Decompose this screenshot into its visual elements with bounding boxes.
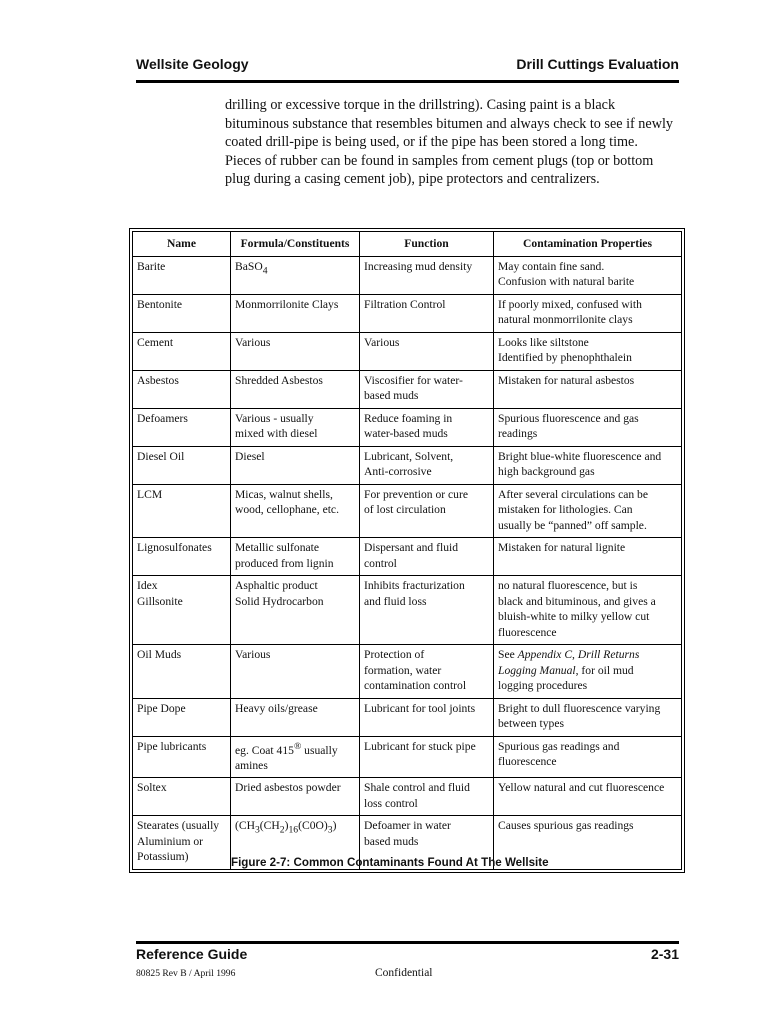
cell-line: usually be “panned” off sample.	[498, 518, 647, 532]
cell-line: fluorescence	[498, 755, 557, 768]
cell-line: Lubricant for tool joints	[364, 701, 476, 715]
cell-formula	[231, 698, 360, 736]
cell-line: black and bituminous, and gives a	[498, 594, 656, 608]
column-header-name: Name	[133, 232, 231, 257]
cell-formula	[231, 484, 360, 538]
cell-line: eg. Coat 415® usually	[235, 740, 338, 757]
table-row	[133, 446, 682, 484]
table-row	[133, 576, 682, 645]
confidential-label: Confidential	[375, 967, 433, 979]
header-left-title: Wellsite Geology	[136, 56, 249, 72]
cell-line: Dispersant and fluid	[364, 541, 459, 554]
cell-line: Logging Manual, for oil mud	[498, 663, 634, 677]
cell-name	[133, 736, 231, 778]
cell-line: Idex	[137, 579, 158, 592]
cell-line: high background gas	[498, 465, 595, 478]
cell-line: Spurious fluorescence and gas	[498, 411, 639, 425]
cell-line: Defoamer in water	[364, 819, 451, 833]
cell-function	[360, 256, 494, 294]
cell-line: Various	[235, 335, 271, 349]
cell-line: between types	[498, 717, 564, 730]
table-row	[133, 698, 682, 736]
cell-line: If poorly mixed, confused with	[498, 297, 642, 311]
cell-function	[360, 294, 494, 332]
cell-name	[133, 370, 231, 408]
cell-line: Heavy oils/grease	[235, 701, 318, 715]
cell-line: Viscosifier for water-	[364, 373, 463, 387]
cell-line: Barite	[137, 259, 166, 273]
cell-name	[133, 256, 231, 294]
intro-paragraph: drilling or excessive torque in the drillstring). Casing paint is a black bituminous substance that resembles bitumen and always check to see if newly coated drill-pipe is being used, or if the pipe has been stored a long time. Pieces of rubber can be found in samples from cement plugs (top or bottom plug during a casing cement job), pipe protectors and centralizers.	[225, 97, 673, 187]
page-header	[136, 56, 679, 78]
table-row	[133, 538, 682, 576]
cell-line: Asphaltic product	[235, 579, 318, 592]
column-header-formula: Formula/Constituents	[231, 232, 360, 257]
cell-function	[360, 576, 494, 645]
cell-function	[360, 736, 494, 778]
cell-line: Bright blue-white fluorescence and	[498, 449, 662, 463]
cell-name	[133, 332, 231, 370]
footer-left-title: Reference Guide	[136, 946, 248, 962]
cell-line: mixed with diesel	[235, 427, 318, 440]
contaminants-table	[132, 231, 682, 870]
table-row	[133, 484, 682, 538]
cell-line: Soltex	[137, 781, 167, 795]
table-header-row	[133, 232, 682, 257]
cell-line: bluish-white to milky yellow cut	[498, 610, 650, 623]
cell-line: Confusion with natural barite	[498, 275, 635, 288]
cell-line: fluorescence	[498, 625, 557, 639]
column-header-function: Function	[360, 232, 494, 257]
cell-function	[360, 698, 494, 736]
cell-line: After several circulations can be	[498, 487, 648, 501]
cell-properties	[494, 645, 682, 699]
cell-name	[133, 645, 231, 699]
cell-line: Lubricant for stuck pipe	[364, 739, 476, 753]
cell-line: Cement	[137, 335, 174, 349]
cell-properties	[494, 778, 682, 816]
cell-line: Monmorrilonite Clays	[235, 297, 339, 311]
cell-name	[133, 408, 231, 446]
cell-line: Lignosulfonates	[137, 541, 212, 554]
table-row	[133, 332, 682, 370]
cell-line: Stearates (usually	[137, 819, 220, 833]
cell-line: based muds	[364, 389, 419, 402]
cell-line: Bright to dull fluorescence varying	[498, 701, 661, 715]
cell-line: Gillsonite	[137, 594, 183, 608]
cell-line: Identified by phenophthalein	[498, 351, 632, 364]
cell-line: Shale control and fluid	[364, 781, 470, 795]
cell-formula	[231, 256, 360, 294]
cell-line: $(CH_3(CH_2)_{16}(C0O)_3)$	[235, 819, 337, 836]
cell-line: natural monmorrilonite clays	[498, 313, 633, 326]
cell-line: and fluid loss	[364, 594, 427, 608]
table-row	[133, 370, 682, 408]
cell-line: contamination control	[364, 679, 467, 692]
cell-line: of lost circulation	[364, 503, 446, 516]
cell-formula	[231, 332, 360, 370]
cell-line: readings	[498, 427, 538, 440]
cell-line: May contain fine sand.	[498, 259, 605, 273]
cell-line: Lubricant, Solvent,	[364, 449, 454, 463]
cell-properties	[494, 446, 682, 484]
cell-properties	[494, 408, 682, 446]
contaminants-table-frame	[129, 228, 685, 873]
cell-name	[133, 778, 231, 816]
cell-name	[133, 538, 231, 576]
cell-line: Pipe lubricants	[137, 739, 207, 753]
header-right-title: Drill Cuttings Evaluation	[516, 56, 679, 72]
cell-line: Asbestos	[137, 373, 179, 387]
cell-line: based muds	[364, 834, 419, 848]
cell-line: Inhibits fracturization	[364, 579, 465, 592]
cell-formula	[231, 736, 360, 778]
cell-line: Spurious gas readings and	[498, 739, 620, 753]
cell-name	[133, 484, 231, 538]
cell-line: Defoamers	[137, 411, 188, 425]
cell-properties	[494, 538, 682, 576]
cell-properties	[494, 370, 682, 408]
table-body	[133, 256, 682, 869]
cell-line: Metallic sulfonate	[235, 541, 320, 554]
cell-formula	[231, 538, 360, 576]
cell-line: BaSO$_4$	[235, 259, 268, 276]
cell-line: Filtration Control	[364, 297, 446, 311]
header-rule	[136, 80, 679, 83]
cell-line: Micas, walnut shells,	[235, 487, 333, 501]
cell-line: Diesel	[235, 449, 265, 463]
cell-line: Dried asbestos powder	[235, 781, 341, 795]
cell-line: formation, water	[364, 663, 442, 677]
document-revision: 80825 Rev B / April 1996	[136, 968, 236, 979]
cell-line: Reduce foaming in	[364, 411, 453, 425]
cell-line: Aluminium or	[137, 834, 204, 848]
cell-line: Bentonite	[137, 297, 183, 311]
cell-line: control	[364, 556, 397, 570]
cell-line: See Appendix C, Drill Returns	[498, 648, 640, 661]
cell-line: Potassium)	[137, 850, 189, 864]
table-row	[133, 408, 682, 446]
cell-line: Various - usually	[235, 411, 314, 425]
footer-rule	[136, 941, 679, 944]
cell-formula	[231, 576, 360, 645]
cell-line: Protection of	[364, 648, 425, 661]
cell-line: Causes spurious gas readings	[498, 819, 634, 833]
cell-function	[360, 370, 494, 408]
cell-formula	[231, 645, 360, 699]
cell-line: Anti-corrosive	[364, 465, 432, 478]
cell-name	[133, 816, 231, 870]
cell-line: Looks like siltstone	[498, 335, 589, 349]
cell-function	[360, 446, 494, 484]
cell-line: Diesel Oil	[137, 449, 185, 463]
cell-function	[360, 408, 494, 446]
cell-formula	[231, 446, 360, 484]
table-row	[133, 778, 682, 816]
cell-function	[360, 484, 494, 538]
cell-line: Yellow natural and cut fluorescence	[498, 781, 665, 795]
cell-line: wood, cellophane, etc.	[235, 503, 339, 516]
cell-line: water-based muds	[364, 427, 448, 440]
cell-formula	[231, 370, 360, 408]
cell-name	[133, 446, 231, 484]
cell-name	[133, 576, 231, 645]
cell-formula	[231, 408, 360, 446]
column-header-properties: Contamination Properties	[494, 232, 682, 257]
cell-line: Solid Hydrocarbon	[235, 594, 324, 608]
cell-line: Mistaken for natural asbestos	[498, 373, 635, 387]
cell-line: Increasing mud density	[364, 259, 473, 273]
cell-formula	[231, 294, 360, 332]
cell-function	[360, 538, 494, 576]
cell-properties	[494, 484, 682, 538]
cell-line: no natural fluorescence, but is	[498, 579, 638, 592]
table-row	[133, 736, 682, 778]
cell-properties	[494, 256, 682, 294]
page-number: 2-31	[650, 946, 679, 962]
cell-line: amines	[235, 758, 268, 772]
cell-properties	[494, 736, 682, 778]
cell-line: LCM	[137, 487, 163, 501]
table-row	[133, 256, 682, 294]
cell-line: Mistaken for natural lignite	[498, 541, 626, 554]
cell-properties	[494, 698, 682, 736]
cell-line: mistaken for lithologies. Can	[498, 503, 633, 516]
cell-line: loss control	[364, 796, 418, 810]
cell-line: produced from lignin	[235, 556, 334, 570]
cell-name	[133, 698, 231, 736]
cell-formula	[231, 778, 360, 816]
figure-caption: Figure 2-7: Common Contaminants Found At The Wellsite	[231, 856, 549, 869]
cell-line: Various	[364, 335, 400, 349]
cell-properties	[494, 294, 682, 332]
cell-properties	[494, 576, 682, 645]
cell-line: Pipe Dope	[137, 701, 186, 715]
cell-name	[133, 294, 231, 332]
cell-line: Various	[235, 648, 271, 661]
cell-line: Shredded Asbestos	[235, 373, 323, 387]
cell-line: logging procedures	[498, 679, 588, 692]
cell-line: For prevention or cure	[364, 487, 468, 501]
cell-function	[360, 778, 494, 816]
cell-properties	[494, 332, 682, 370]
table-row	[133, 645, 682, 699]
table-row	[133, 294, 682, 332]
cell-line: Oil Muds	[137, 648, 182, 661]
cell-function	[360, 332, 494, 370]
cell-function	[360, 645, 494, 699]
